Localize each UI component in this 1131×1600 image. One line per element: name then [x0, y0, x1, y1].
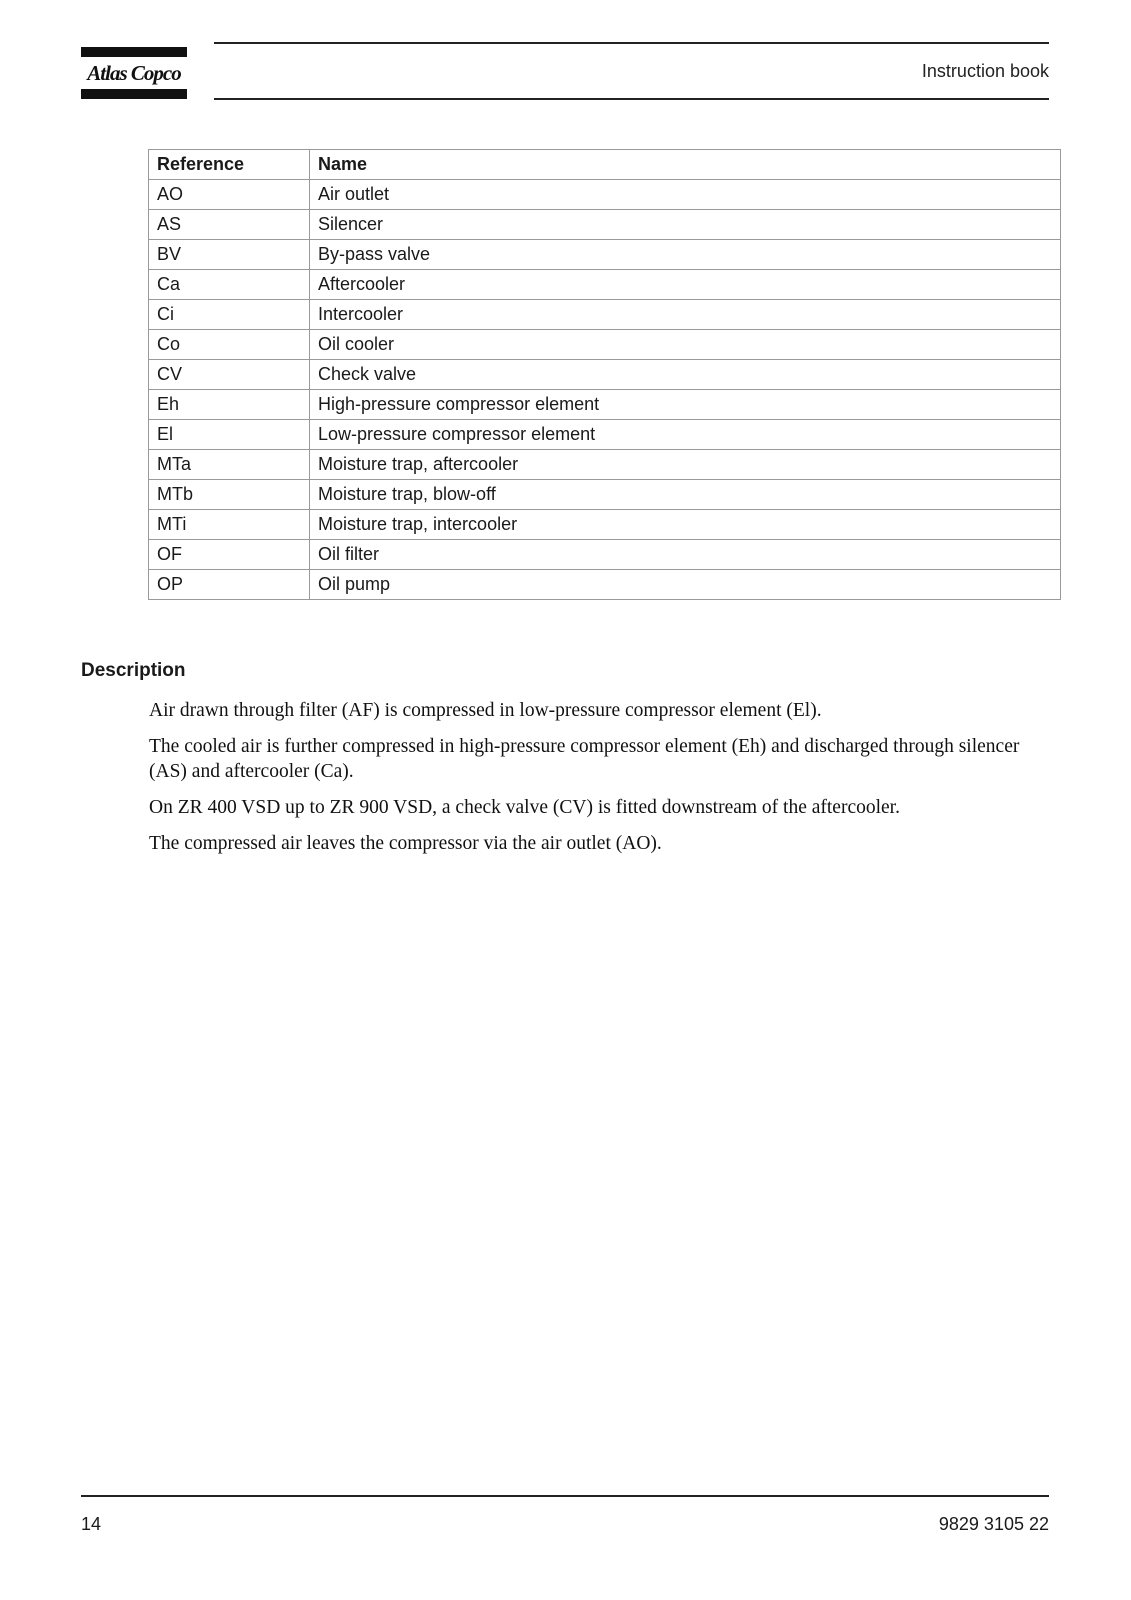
column-header-name: Name: [310, 150, 1061, 180]
table-row: [149, 450, 1061, 480]
header-rule-bottom: [214, 98, 1049, 100]
reference-cell: AO: [149, 180, 310, 210]
reference-cell: Ci: [149, 300, 310, 330]
name-cell: Aftercooler: [310, 270, 1061, 300]
name-cell: Moisture trap, blow-off: [310, 480, 1061, 510]
table-body: [149, 180, 1061, 600]
description-paragraph: The compressed air leaves the compressor via the air outlet (AO).: [149, 833, 662, 854]
reference-table: [148, 149, 1061, 600]
table-row: [149, 270, 1061, 300]
table-row: [149, 240, 1061, 270]
reference-cell: AS: [149, 210, 310, 240]
document-number: 9829 3105 22: [938, 1514, 1049, 1534]
description-paragraph: On ZR 400 VSD up to ZR 900 VSD, a check valve (CV) is fitted downstream of the aftercooler.: [149, 797, 900, 818]
table-row: [149, 510, 1061, 540]
logo-bar-bottom: [81, 89, 187, 99]
table-row: [149, 300, 1061, 330]
name-cell: Low-pressure compressor element: [310, 420, 1061, 450]
header-rule-top: [214, 42, 1049, 44]
name-cell: Oil cooler: [310, 330, 1061, 360]
name-cell: Intercooler: [310, 300, 1061, 330]
name-cell: Air outlet: [310, 180, 1061, 210]
table-row: [149, 540, 1061, 570]
table-row: [149, 390, 1061, 420]
name-cell: Check valve: [310, 360, 1061, 390]
column-header-reference: Reference: [149, 150, 310, 180]
name-cell: By-pass valve: [310, 240, 1061, 270]
reference-cell: OP: [149, 570, 310, 600]
name-cell: Oil filter: [310, 540, 1061, 570]
logo-text: Atlas Copco: [87, 61, 181, 85]
section-heading-description: Description: [81, 660, 186, 681]
reference-cell: El: [149, 420, 310, 450]
name-cell: Silencer: [310, 210, 1061, 240]
name-cell: Oil pump: [310, 570, 1061, 600]
table-row: [149, 570, 1061, 600]
description-body: [149, 698, 1029, 867]
document-type-label: Instruction book: [921, 61, 1049, 81]
table-row: [149, 480, 1061, 510]
description-paragraph: Air drawn through filter (AF) is compressed in low-pressure compressor element (El).: [149, 700, 822, 721]
description-paragraph: The cooled air is further compressed in high-pressure compressor element (Eh) and discharged through silencer (AS) and aftercooler (Ca).: [149, 736, 1020, 782]
reference-cell: MTb: [149, 480, 310, 510]
reference-cell: Co: [149, 330, 310, 360]
reference-cell: BV: [149, 240, 310, 270]
page-number: 14: [81, 1514, 102, 1534]
table-row: [149, 420, 1061, 450]
footer-rule: [81, 1495, 1049, 1497]
logo-bar-top: [81, 47, 187, 57]
atlas-copco-logo: [81, 47, 187, 99]
reference-cell: CV: [149, 360, 310, 390]
name-cell: Moisture trap, intercooler: [310, 510, 1061, 540]
reference-cell: OF: [149, 540, 310, 570]
table-header-row: [149, 150, 1061, 180]
reference-cell: MTa: [149, 450, 310, 480]
reference-cell: MTi: [149, 510, 310, 540]
reference-cell: Eh: [149, 390, 310, 420]
table-row: [149, 210, 1061, 240]
name-cell: High-pressure compressor element: [310, 390, 1061, 420]
table-row: [149, 360, 1061, 390]
name-cell: Moisture trap, aftercooler: [310, 450, 1061, 480]
reference-cell: Ca: [149, 270, 310, 300]
table-row: [149, 330, 1061, 360]
table-row: [149, 180, 1061, 210]
